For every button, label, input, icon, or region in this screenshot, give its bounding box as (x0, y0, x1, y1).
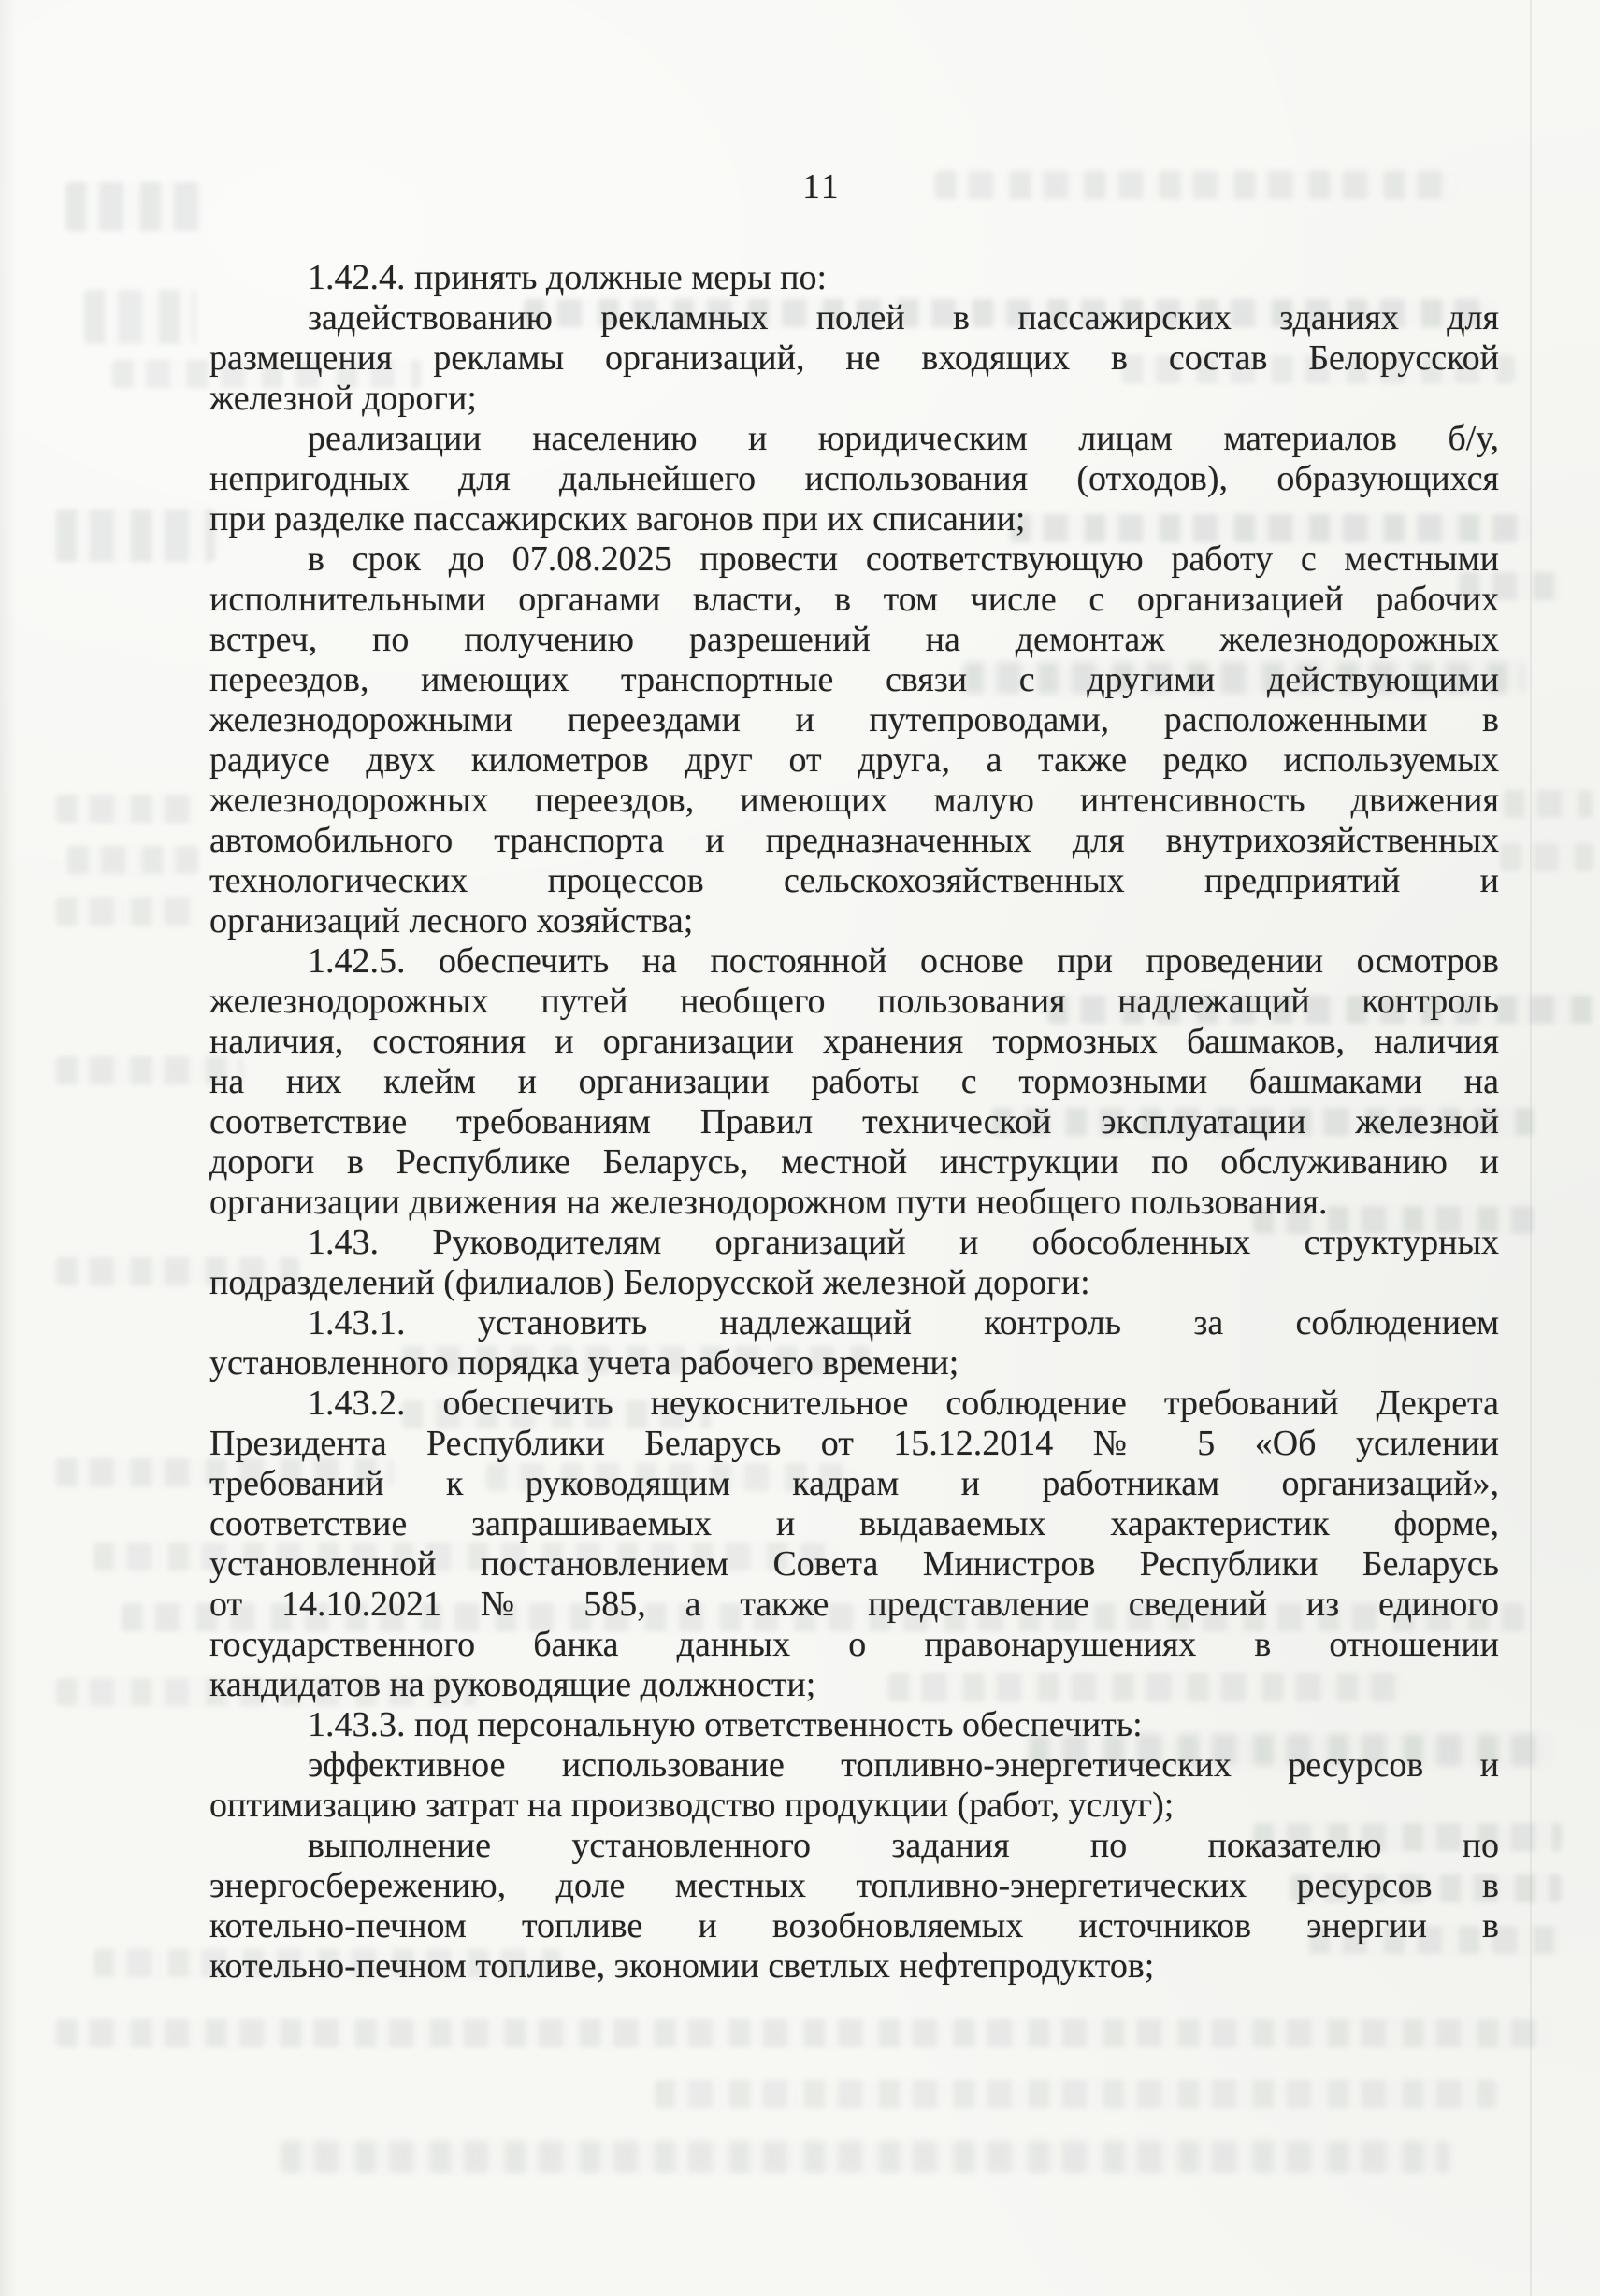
bleed-through-artifact (65, 182, 206, 231)
text-line: кандидатов на руководящие должности; (209, 1665, 816, 1704)
bleed-through-artifact (56, 795, 196, 823)
bleed-through-artifact (67, 846, 198, 874)
bleed-through-artifact (84, 290, 196, 344)
text-line: от 14.10.2021 № 585, а также представление сведений из единого (209, 1585, 1499, 1624)
text-line: задействованию рекламных полей в пассажирских зданиях для (308, 298, 1499, 337)
text-line: размещения рекламы организаций, не входящих в состав Белорусской (209, 338, 1499, 378)
text-line: котельно-печном топливе и возобновляемых источников энергии в (209, 1906, 1499, 1945)
text-line: дороги в Республике Беларусь, местной инструкции по обслуживанию и (209, 1142, 1499, 1182)
text-line: наличия, состояния и организации хранения тормозных башмаков, наличия (209, 1022, 1499, 1061)
text-line: непригодных для дальнейшего использования (отходов), образующихся (209, 459, 1499, 498)
text-line: переездов, имеющих транспортные связи с другими действующими (209, 660, 1499, 699)
text-line: 1.43.3. под персональную ответственность обеспечить: (308, 1705, 1143, 1744)
text-line: эффективное использование топливно-энергетических ресурсов и (308, 1745, 1499, 1785)
document-body (209, 258, 1499, 1987)
text-line: встреч, по получению разрешений на демонтаж железнодорожных (209, 620, 1499, 659)
text-line: 1.43.2. обеспечить неукоснительное соблюдение требований Декрета (308, 1384, 1499, 1423)
text-line: исполнительными органами власти, в том числе с организацией рабочих (209, 580, 1499, 619)
bleed-through-artifact (56, 2019, 1552, 2047)
text-line: энергосбережению, доле местных топливно-энергетических ресурсов в (209, 1866, 1499, 1905)
text-line: организации движения на железнодорожном пути необщего пользования. (209, 1183, 1328, 1222)
text-line: железнодорожных переездов, имеющих малую интенсивность движения (209, 781, 1499, 820)
text-line: Президента Республики Беларусь от 15.12.2014 № 5 «Об усилении (209, 1424, 1499, 1463)
text-line: государственного банка данных о правонарушениях в отношении (209, 1625, 1499, 1664)
text-line: организаций лесного хозяйства; (209, 901, 694, 940)
text-line: котельно-печном топливе, экономии светлых нефтепродуктов; (209, 1946, 1155, 1986)
bleed-through-artifact (1504, 790, 1593, 818)
text-line: на них клейм и организации работы с тормозными башмаками на (209, 1062, 1499, 1101)
text-line: установленной постановлением Совета Министров Республики Беларусь (209, 1544, 1499, 1584)
bleed-through-artifact (935, 171, 1459, 199)
text-line: 1.42.4. принять должные меры по: (308, 258, 828, 297)
text-line: установленного порядка учета рабочего времени; (209, 1343, 959, 1383)
text-line: подразделений (филиалов) Белорусской железной дороги: (209, 1263, 1090, 1302)
text-line: железной дороги; (209, 379, 477, 418)
text-line: автомобильного транспорта и предназначенных для внутрихозяйственных (209, 821, 1499, 860)
bleed-through-artifact (281, 2141, 1449, 2173)
bleed-through-artifact (56, 897, 196, 926)
text-line: железнодорожных путей необщего пользования надлежащий контроль (209, 982, 1499, 1021)
text-line: реализации населению и юридическим лицам материалов б/у, (308, 419, 1499, 458)
text-line: в срок до 07.08.2025 провести соответствующую работу с местными (308, 539, 1499, 579)
text-line: при разделке пассажирских вагонов при их списании; (209, 499, 1026, 538)
text-line: соответствие требованиям Правил технической эксплуатации железной (209, 1102, 1499, 1141)
bleed-through-artifact (1500, 843, 1593, 871)
bleed-through-artifact (56, 509, 215, 562)
text-line: железнодорожными переездами и путепроводами, расположенными в (209, 700, 1499, 739)
text-line: радиусе двух километров друг от друга, а также редко используемых (209, 740, 1499, 780)
text-line: оптимизацию затрат на производство продукции (работ, услуг); (209, 1786, 1175, 1825)
text-line: выполнение установленного задания по показателю по (308, 1826, 1499, 1865)
page-number: 11 (802, 167, 841, 207)
text-line: технологических процессов сельскохозяйственных предприятий и (209, 861, 1499, 900)
text-line: требований к руководящим кадрам и работникам организаций», (209, 1464, 1499, 1503)
text-line: соответствие запрашиваемых и выдаваемых характеристик форме, (209, 1504, 1499, 1543)
text-line: 1.43. Руководителям организаций и обособленных структурных (308, 1223, 1499, 1262)
bleed-through-artifact (655, 2080, 1496, 2108)
text-line: 1.42.5. обеспечить на постоянной основе при проведении осмотров (308, 941, 1499, 981)
text-line: 1.43.1. установить надлежащий контроль за соблюдением (308, 1303, 1499, 1342)
